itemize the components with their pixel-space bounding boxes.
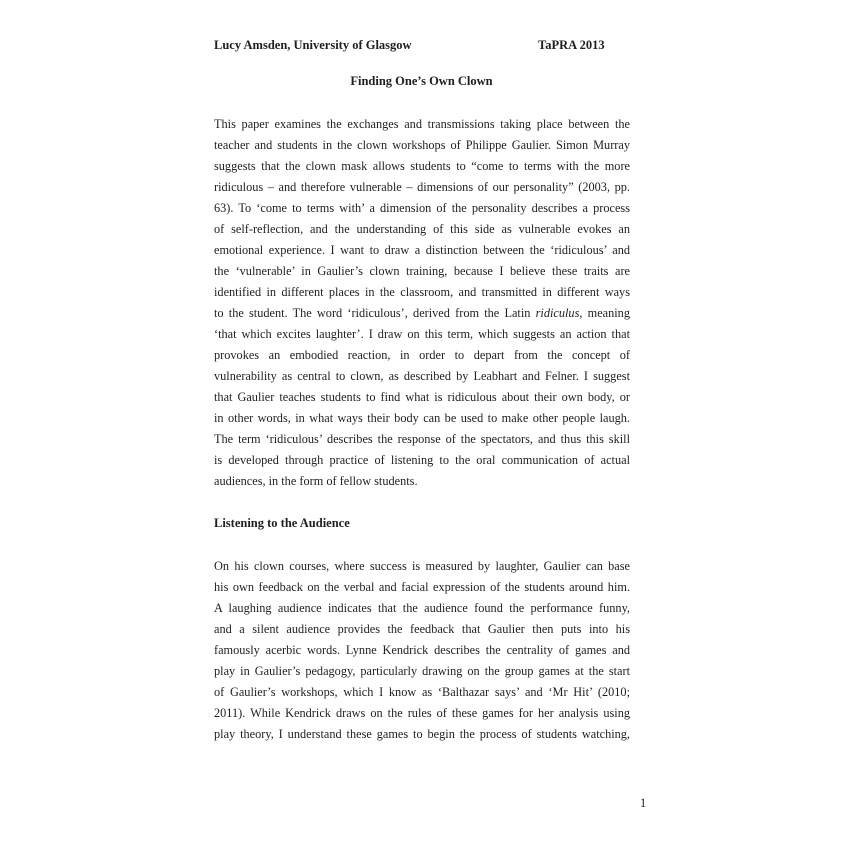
- paragraph-line: is developed through practice of listening to the oral communication of actual: [214, 453, 630, 467]
- paragraph-line: A laughing audience indicates that the audience found the performance funny,: [214, 601, 630, 615]
- paragraph-line: The term ‘ridiculous’ describes the response of the spectators, and thus this skill: [214, 432, 630, 446]
- paragraph-line: ‘that which excites laughter’. I draw on this term, which suggests an action that: [214, 327, 630, 341]
- paragraph-line: his own feedback on the verbal and facial expression of the students around him.: [214, 580, 630, 594]
- section-paragraph: [214, 556, 630, 745]
- paragraph-line: suggests that the clown mask allows students to “come to terms with the more: [214, 159, 630, 173]
- paragraph-line: This paper examines the exchanges and transmissions taking place between the: [214, 117, 630, 131]
- paragraph-line: play in Gaulier’s pedagogy, particularly drawing on the group games at the start: [214, 664, 630, 678]
- paragraph-line: play theory, I understand these games to begin the process of students watching,: [214, 727, 630, 741]
- paragraph-line: of self-reflection, and the understanding of this side as vulnerable evokes an: [214, 222, 630, 236]
- paragraph-line: ridiculous – and therefore vulnerable – dimensions of our personality” (2003, pp.: [214, 180, 630, 194]
- paper-title: Finding One’s Own Clown: [350, 74, 493, 88]
- paragraph-line: of Gaulier’s workshops, which I know as ‘Balthazar says’ and ‘Mr Hit’ (2010;: [214, 685, 630, 699]
- paragraph-line: famously acerbic words. Lynne Kendrick describes the centrality of games and: [214, 643, 630, 657]
- paragraph-line: that Gaulier teaches students to find what is ridiculous about their own body, or: [214, 390, 630, 404]
- conference-label: TaPRA 2013: [538, 38, 605, 52]
- paragraph-line: the ‘vulnerable’ in Gaulier’s clown training, because I believe these traits are: [214, 264, 630, 278]
- paragraph-line: audiences, in the form of fellow students.: [214, 474, 418, 488]
- paragraph-line: 2011). While Kendrick draws on the rules of these games for her analysis using: [214, 706, 630, 720]
- paragraph-line: 63). To ‘come to terms with’ a dimension of the personality describes a process: [214, 201, 630, 215]
- paragraph-line: provokes an embodied reaction, in order to depart from the concept of: [214, 348, 630, 362]
- author-affiliation: Lucy Amsden, University of Glasgow: [214, 38, 412, 52]
- paragraph-line: in other words, in what ways their body can be used to make other people laugh.: [214, 411, 630, 425]
- intro-paragraph: [214, 114, 630, 492]
- page-number: 1: [640, 796, 647, 810]
- paragraph-line: emotional experience. I want to draw a distinction between the ‘ridiculous’ and: [214, 243, 630, 257]
- section-heading: Listening to the Audience: [214, 516, 350, 530]
- paragraph-line: teacher and students in the clown workshops of Philippe Gaulier. Simon Murray: [214, 138, 630, 152]
- paragraph-line: and a silent audience provides the feedback that Gaulier then puts into his: [214, 622, 630, 636]
- paragraph-line: identified in different places in the classroom, and transmitted in different ways: [214, 285, 630, 299]
- paragraph-line: vulnerability as central to clown, as described by Leabhart and Felner. I suggest: [214, 369, 630, 383]
- paragraph-line: On his clown courses, where success is measured by laughter, Gaulier can base: [214, 559, 630, 573]
- paragraph-line-italic: to the student. The word ‘ridiculous’, derived from the Latin ridiculus, meaning: [214, 306, 630, 320]
